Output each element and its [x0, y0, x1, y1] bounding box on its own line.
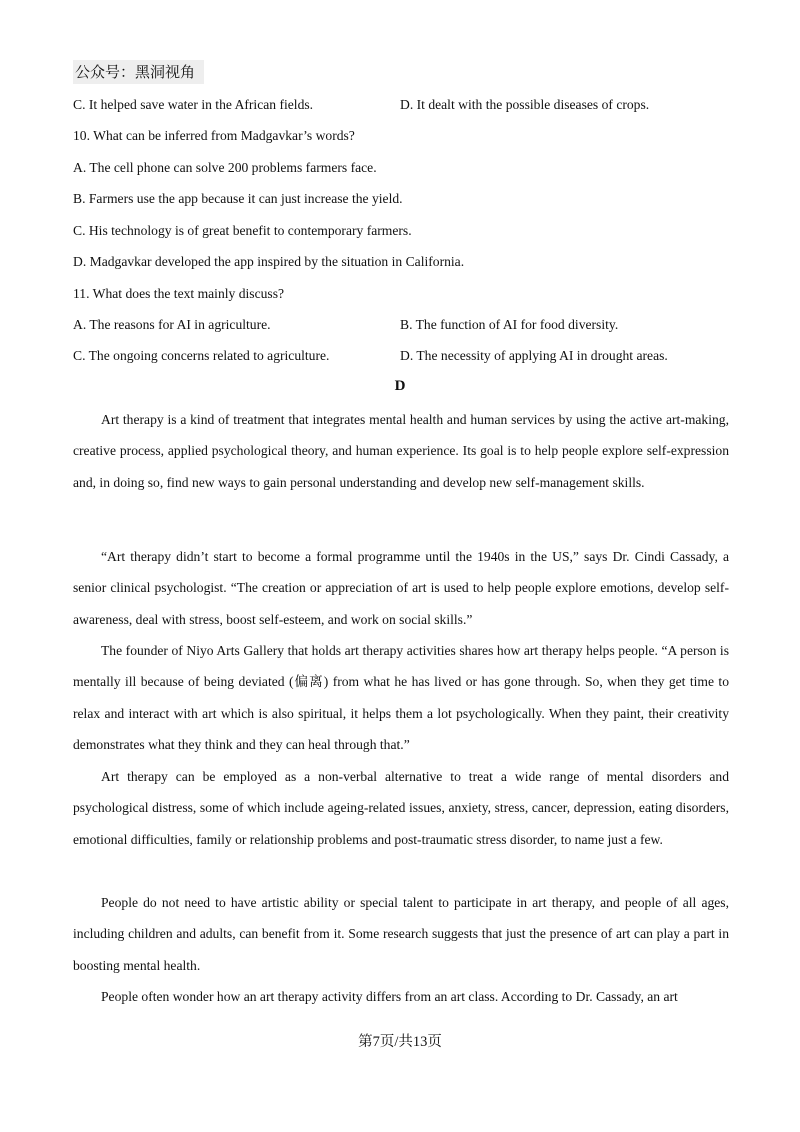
paragraph-text: People do not need to have artistic ability or special talent to participate in art therapy, and people of all ages, including children and adults, can benefit from it. Some research suggests that just the presence of art can play a part in boosting mental health.	[73, 895, 729, 973]
q9-option-c: C. It helped save water in the African fields.	[73, 97, 314, 112]
q11-option-b: B. The function of AI for food diversity.	[400, 317, 619, 332]
q10-option-b: B. Farmers use the app because it can just increase the yield.	[73, 191, 403, 206]
section-heading: D	[394, 378, 406, 394]
q11-option-c: C. The ongoing concerns related to agriculture.	[73, 348, 330, 363]
paragraph	[73, 404, 729, 498]
paragraph-text: Art therapy is a kind of treatment that integrates mental health and human services by using the active art-making, creative process, applied psychological theory, and human experience. Its goal is to help people explore self-expression and, in doing so, find new ways to gain personal understanding and develop new self-management skills.	[73, 412, 729, 490]
q10-option-d: D. Madgavkar developed the app inspired by the situation in California.	[73, 254, 465, 269]
q10-option-a: A. The cell phone can solve 200 problems farmers face.	[73, 160, 377, 175]
paragraph	[73, 635, 729, 761]
q11-option-a: A. The reasons for AI in agriculture.	[73, 317, 271, 332]
q10-question: 10. What can be inferred from Madgavkar’s words?	[73, 128, 355, 143]
q11-question: 11. What does the text mainly discuss?	[73, 286, 285, 301]
watermark-label: 公众号：黑洞视角	[73, 60, 204, 84]
paragraph-text: Art therapy can be employed as a non-verbal alternative to treat a wide range of mental disorders and psychological distress, some of which include ageing-related issues, anxiety, stress, cancer, depression, eating disorders, emotional difficulties, family or relationship problems and post-traumatic stress disorder, to name just a few.	[73, 769, 729, 847]
q11-option-d: D. The necessity of applying AI in drought areas.	[400, 348, 668, 363]
paragraph-text: “Art therapy didn’t start to become a formal programme until the 1940s in the US,” says Dr. Cindi Cassady, a senior clinical psychologist. “The creation or appreciation of art is used to help people explore emotions, develop self-awareness, deal with stress, boost self-esteem, and work on social skills.”	[73, 549, 729, 627]
paragraph	[73, 541, 729, 635]
paragraph	[73, 981, 729, 1012]
paragraph-text: People often wonder how an art therapy activity differs from an art class. According to Dr. Cassady, an art	[101, 989, 678, 1004]
q10-option-c: C. His technology is of great benefit to contemporary farmers.	[73, 223, 412, 238]
paragraph-text: The founder of Niyo Arts Gallery that holds art therapy activities shares how art therapy helps people. “A person is mentally ill because of being deviated (偏离) from what he has lived or has gone through. So, when they get time to relax and interact with art which is also spiritual, it helps them a lot psychologically. When they paint, their creativity demonstrates what they think and they can heal through that.”	[73, 643, 729, 753]
page-number-footer: 第7页/共13页	[358, 1034, 442, 1050]
q9-option-d: D. It dealt with the possible diseases of crops.	[400, 97, 650, 112]
paragraph	[73, 887, 729, 981]
paragraph	[73, 761, 729, 855]
